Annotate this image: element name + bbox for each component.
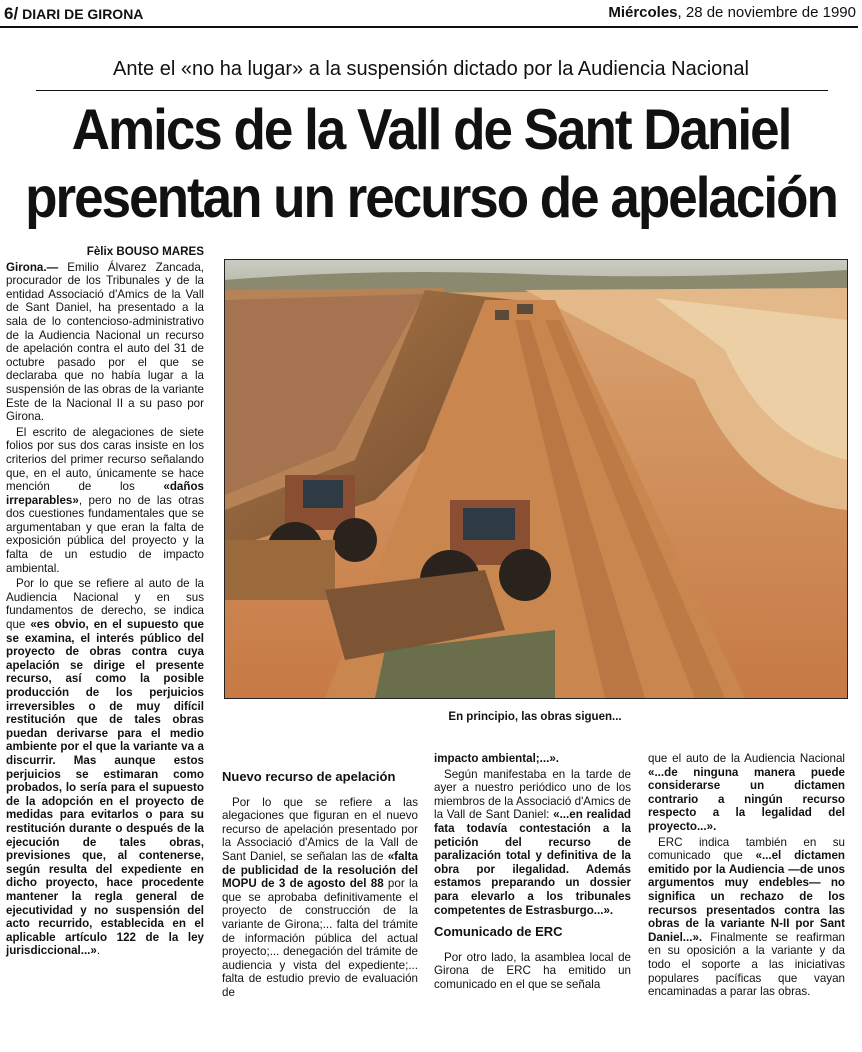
construction-photo (224, 259, 848, 699)
article-column-4 (648, 752, 845, 1001)
paragraph: Según manifestaba en la tarde de ayer a nuestro periódico uno de los miembros de la Associació d'Amics de la Vall de Sant Daniel: «...en realidad fata todavía contestación a la petición del recurso de paralización total y definitiva de la obra por ilegalidad. Además estamos preparando un dossier para elevarlo a los tribunales competentes de Estrasburgo...». (434, 767, 632, 917)
issue-date-day: Miércoles (608, 4, 678, 21)
subhead-nuevo-recurso: Nuevo recurso de apelación (222, 769, 396, 784)
kicker-rule (36, 90, 828, 91)
issue-date (608, 4, 856, 21)
paragraph: impacto ambiental;...». (434, 752, 559, 765)
paragraph: Por otro lado, la asamblea local de Girona de ERC ha emitido un comunicado en el que se señala (434, 950, 631, 991)
paragraph: que el auto de la Audiencia Nacional «...de ninguna manera puede considerarse un dictamen contrario a ningún recurso respecto a la legalidad del proyecto...». (648, 752, 845, 833)
headline-line-2: presentan un recurso de apelación (25, 166, 837, 230)
kicker: Ante el «no ha lugar» a la suspensión dictado por la Audiencia Nacional (113, 58, 749, 80)
paragraph: Por lo que se refiere a las alegaciones que figuran en el nuevo recurso de apelación presentado por la Associació d'Amics de la Vall de Sant Daniel, se señalan las de «falta de publicidad de la resolución del MOPU de 3 de agosto del 88 por la que se aprobaba definitivamente el proyecto de construcción de la variante de Girona;... falta del trámite de información pública del actual proyecto;... denegación del trámite de audiencia y vista del expediente;... falta de estudio previo de evaluación de (222, 795, 418, 999)
header-rule (0, 26, 858, 28)
headline (0, 96, 862, 232)
page-header (0, 0, 862, 26)
earthworks-image (225, 260, 847, 698)
paragraph: Girona.— Emilio Álvarez Zancada, procurador de los Tribunales y de la entidad Associació d'Amics de la Vall de Sant Daniel, ha presentado a la sala de lo contencioso-administrativo de la Audiencia Nacional un recurso de apelación contra el auto del 31 de octubre pasado por el que se declaraba que no había lugar a la suspensión de las obras de la variante Este de la Nacional II a su paso por Girona. (6, 260, 204, 424)
issue-date-rest: , 28 de noviembre de 1990 (677, 4, 856, 21)
publication-name: DIARI DE GIRONA (22, 6, 144, 22)
photo-caption: En principio, las obras siguen... (448, 711, 622, 723)
paragraph: Por lo que se refiere al auto de la Audiencia Nacional y en sus fundamentos de derecho, se indica que «es obvio, en el supuesto que se examina, el interés público del proyecto de obras contra cuya apelación se dirige el presente recurso, así como la posible producción de los perjuicios irreversibles o de muy difícil restitución que de tales obras puedan derivarse para el medio ambiente por el que la variante va a discurrir. Mas aunque estos perjuicios se estimaran como probados, lo sería para el supuesto de la adopción en el proyecto de medidas para evitarlos o para su restitución durante o después de la ejecución de tales obras, previsiones que, al contenerse, según resulta del expediente en dicho proyecto, hace procedente mantener la regla general de ejecutividad y no suspensión del acto recurrido, establecida en el aplicable artículo 122 de la ley jurisdiccional...». (6, 577, 204, 958)
dateline: Girona.— (6, 260, 59, 274)
subhead-comunicado-erc: Comunicado de ERC (434, 924, 563, 940)
article-column-3 (434, 752, 631, 994)
paragraph: ERC indica también en su comunicado que «...el dictamen emitido por la Audiencia —de unos argumentos muy endebles— no significa un rechazo de los recursos presentados contra las obras de la variante N-II por Sant Daniel...». Finalmente se reafirman en su oposición a la variante y da todo el soporte a las iniciativas populares pacíficas que vayan encaminadas a parar las obras. (648, 835, 845, 999)
paragraph: El escrito de alegaciones de siete folios por sus dos caras insiste en los criterios del primer recurso señalando que, en el auto, únicamente se hace mención de los «daños irreparables», pero no de las otras dos cuestiones fundamentales que se argumentaban y que eran la falta de exposición pública del proyecto y la falta de un estudio de impacto ambiental. (6, 425, 204, 575)
page-number: 6/ (4, 4, 19, 23)
byline: Fèlix BOUSO MARES (86, 245, 204, 258)
headline-line-1: Amics de la Vall de Sant Daniel (71, 98, 791, 162)
article-column-2 (222, 762, 418, 1002)
article-column-1 (6, 245, 204, 960)
page-folio (4, 4, 143, 24)
